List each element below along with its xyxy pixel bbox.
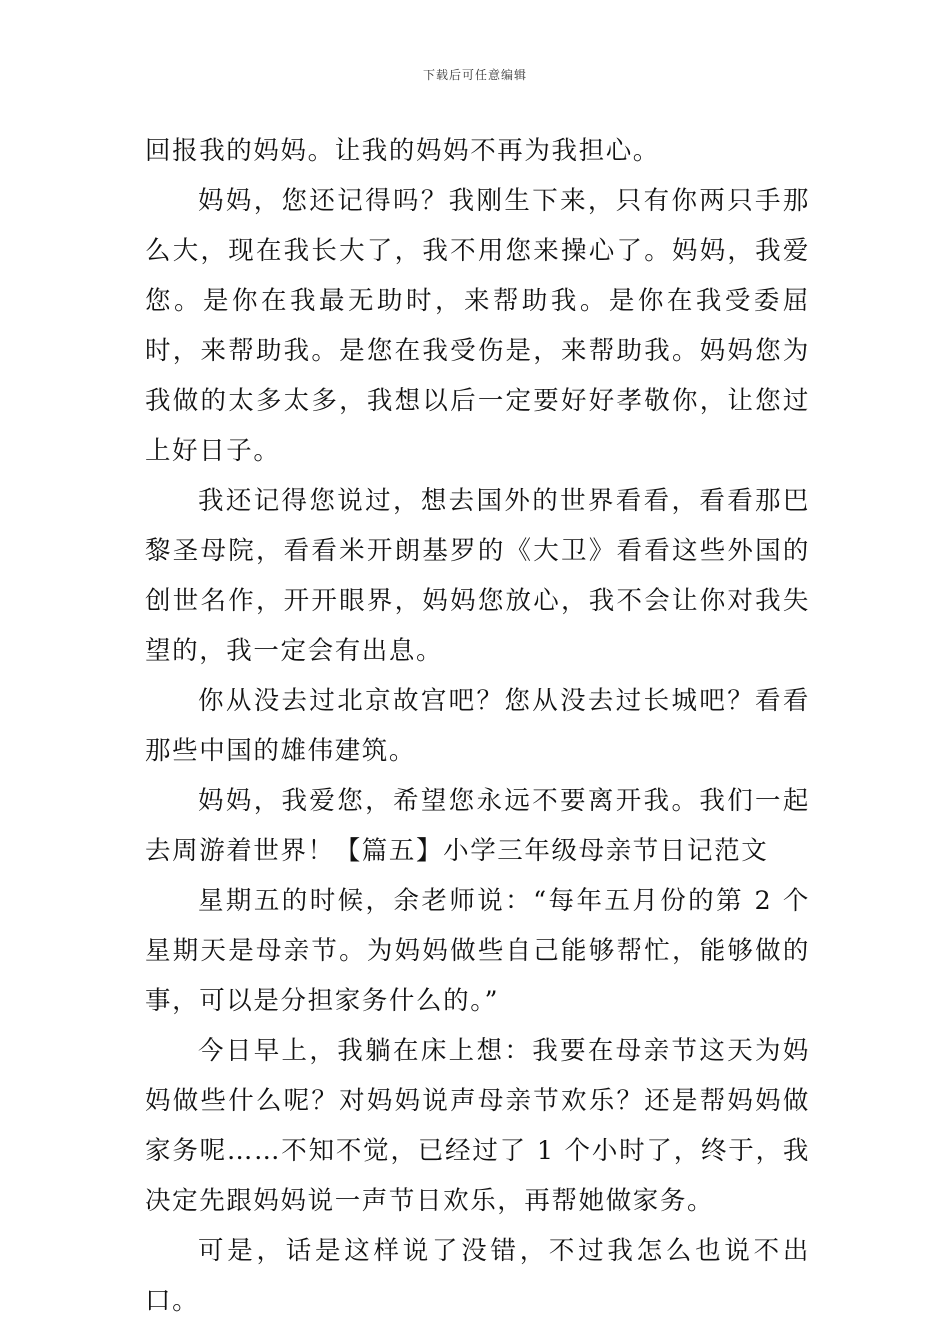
document-body bbox=[145, 126, 810, 1326]
paragraph: 星期五的时候，余老师说：“每年五月份的第 2 个星期天是母亲节。为妈妈做些自己能够帮忙，能够做的事，可以是分担家务什么的。” bbox=[145, 886, 810, 1016]
paragraph: 你从没去过北京故宫吧？您从没去过长城吧？看看那些中国的雄伟建筑。 bbox=[145, 686, 810, 766]
page-header: 下载后可任意编辑 bbox=[422, 68, 527, 82]
paragraph: 妈妈，我爱您，希望您永远不要离开我。我们一起去周游着世界！【篇五】小学三年级母亲节日记范文 bbox=[145, 786, 810, 866]
paragraph: 妈妈，您还记得吗？我刚生下来，只有你两只手那么大，现在我长大了，我不用您来操心了。妈妈，我爱您。是你在我最无助时，来帮助我。是你在我受委屈时，来帮助我。是您在我受伤是，来帮助我。妈妈您为我做的太多太多，我想以后一定要好好孝敬你，让您过上好日子。 bbox=[145, 186, 810, 466]
paragraph: 可是，话是这样说了没错，不过我怎么也说不出口。 bbox=[145, 1236, 810, 1316]
paragraph: 我还记得您说过，想去国外的世界看看，看看那巴黎圣母院，看看米开朗基罗的《大卫》看看这些外国的创世名作，开开眼界，妈妈您放心，我不会让你对我失望的，我一定会有出息。 bbox=[145, 486, 810, 666]
paragraph: 今日早上，我躺在床上想：我要在母亲节这天为妈妈做些什么呢？对妈妈说声母亲节欢乐？还是帮妈妈做家务呢……不知不觉，已经过了 1 个小时了，终于，我决定先跟妈妈说一声节日欢乐，再帮她做家务。 bbox=[145, 1036, 810, 1216]
paragraph: 回报我的妈妈。让我的妈妈不再为我担心。 bbox=[145, 136, 660, 166]
